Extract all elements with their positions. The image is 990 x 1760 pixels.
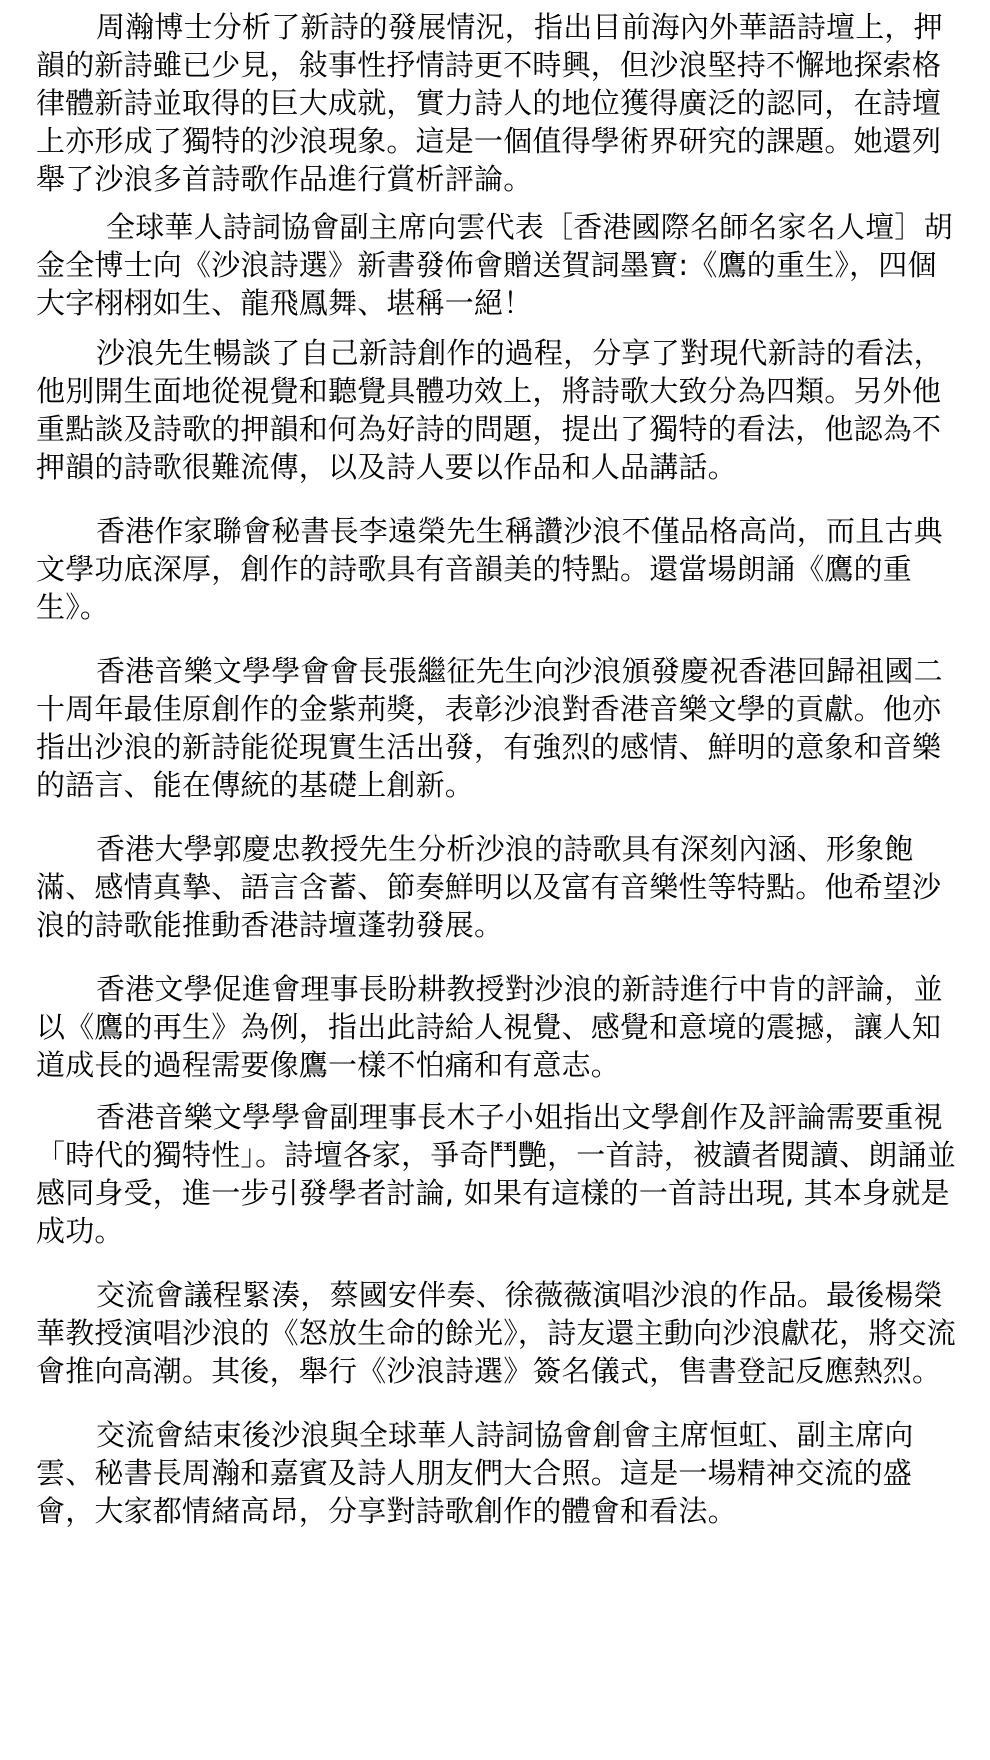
paragraph-sha-lang-talk: 沙浪先生暢談了自己新詩創作的過程，分享了對現代新詩的看法，他別開生面地從視覺和聽覺具體功效上，將詩歌大致分為四類。另外他重點談及詩歌的押韻和何為好詩的問題，提出了獨特的看法，他認為不押韻的詩歌很難流傳，以及詩人要以作品和人品講話。 <box>36 336 943 484</box>
paragraph-muzi-remarks: 香港音樂文學學會副理事長木子小姐指出文學創作及評論需要重視「時代的獨特性」。詩壇各家，爭奇鬥艷，一首詩，被讀者閱讀、朗誦並感同身受，進一步引發學者討論, 如果有這樣的一首詩出現, 其本身就是成功。 <box>36 1100 956 1248</box>
paragraph-guo-qingzhong-analysis: 香港大學郭慶忠教授先生分析沙浪的詩歌具有深刻內涵、形象飽滿、感情真摯、語言含蓄、節奏鮮明以及富有音樂性等特點。他希望沙浪的詩歌能推動香港詩壇蓬勃發展。 <box>36 832 942 942</box>
paragraph-pan-geng-review: 香港文學促進會理事長盼耕教授對沙浪的新詩進行中肯的評論，並以《鷹的再生》為例，指出此詩給人視覺、感覺和意境的震撼，讓人知道成長的過程需要像鷹一樣不怕痛和有意志。 <box>36 972 943 1082</box>
paragraph-performance-signing: 交流會議程緊湊，蔡國安伴奏、徐薇薇演唱沙浪的作品。最後楊榮華教授演唱沙浪的《怒放生命的餘光》，詩友還主動向沙浪獻花，將交流會推向高潮。其後，舉行《沙浪詩選》簽名儀式，售書登記反應熱烈。 <box>36 1278 956 1388</box>
paragraph-calligraphy-gift: 全球華人詩詞協會副主席向雲代表［香港國際名師名家名人壇］胡金全博士向《沙浪詩選》新書發佈會贈送賀詞墨寶:《鷹的重生》，四個大字栩栩如生、龍飛鳳舞、堪稱一絕！ <box>36 210 953 320</box>
paragraph-li-yuanrong-praise: 香港作家聯會秘書長李遠榮先生稱讚沙浪不僅品格高尚，而且古典文學功底深厚，創作的詩歌具有音韻美的特點。還當場朗誦《鷹的重生》。 <box>36 514 943 624</box>
paragraph-group-photo: 交流會結束後沙浪與全球華人詩詞協會創會主席恒虹、副主席向雲、秘書長周瀚和嘉賓及詩人朋友們大合照。這是一場精神交流的盛會，大家都情緒高昂，分享對詩歌創作的體會和看法。 <box>36 1418 914 1528</box>
paragraph-zhou-han-analysis: 周瀚博士分析了新詩的發展情況，指出目前海內外華語詩壇上，押韻的新詩雖已少見，敍事性抒情詩更不時興，但沙浪堅持不懈地探索格律體新詩並取得的巨大成就，實力詩人的地位獲得廣泛的認同，在詩壇上亦形成了獨特的沙浪現象。這是一個值得學術界研究的課題。她還列舉了沙浪多首詩歌作品進行賞析評論。 <box>36 10 943 196</box>
article-body <box>36 8 956 1530</box>
paragraph-zhang-jizheng-award: 香港音樂文學學會會長張繼征先生向沙浪頒發慶祝香港回歸祖國二十周年最佳原創作的金紫荊獎，表彰沙浪對香港音樂文學的貢獻。他亦指出沙浪的新詩能從現實生活出發，有強烈的感情、鮮明的意象和音樂的語言、能在傳統的基礎上創新。 <box>36 654 943 802</box>
